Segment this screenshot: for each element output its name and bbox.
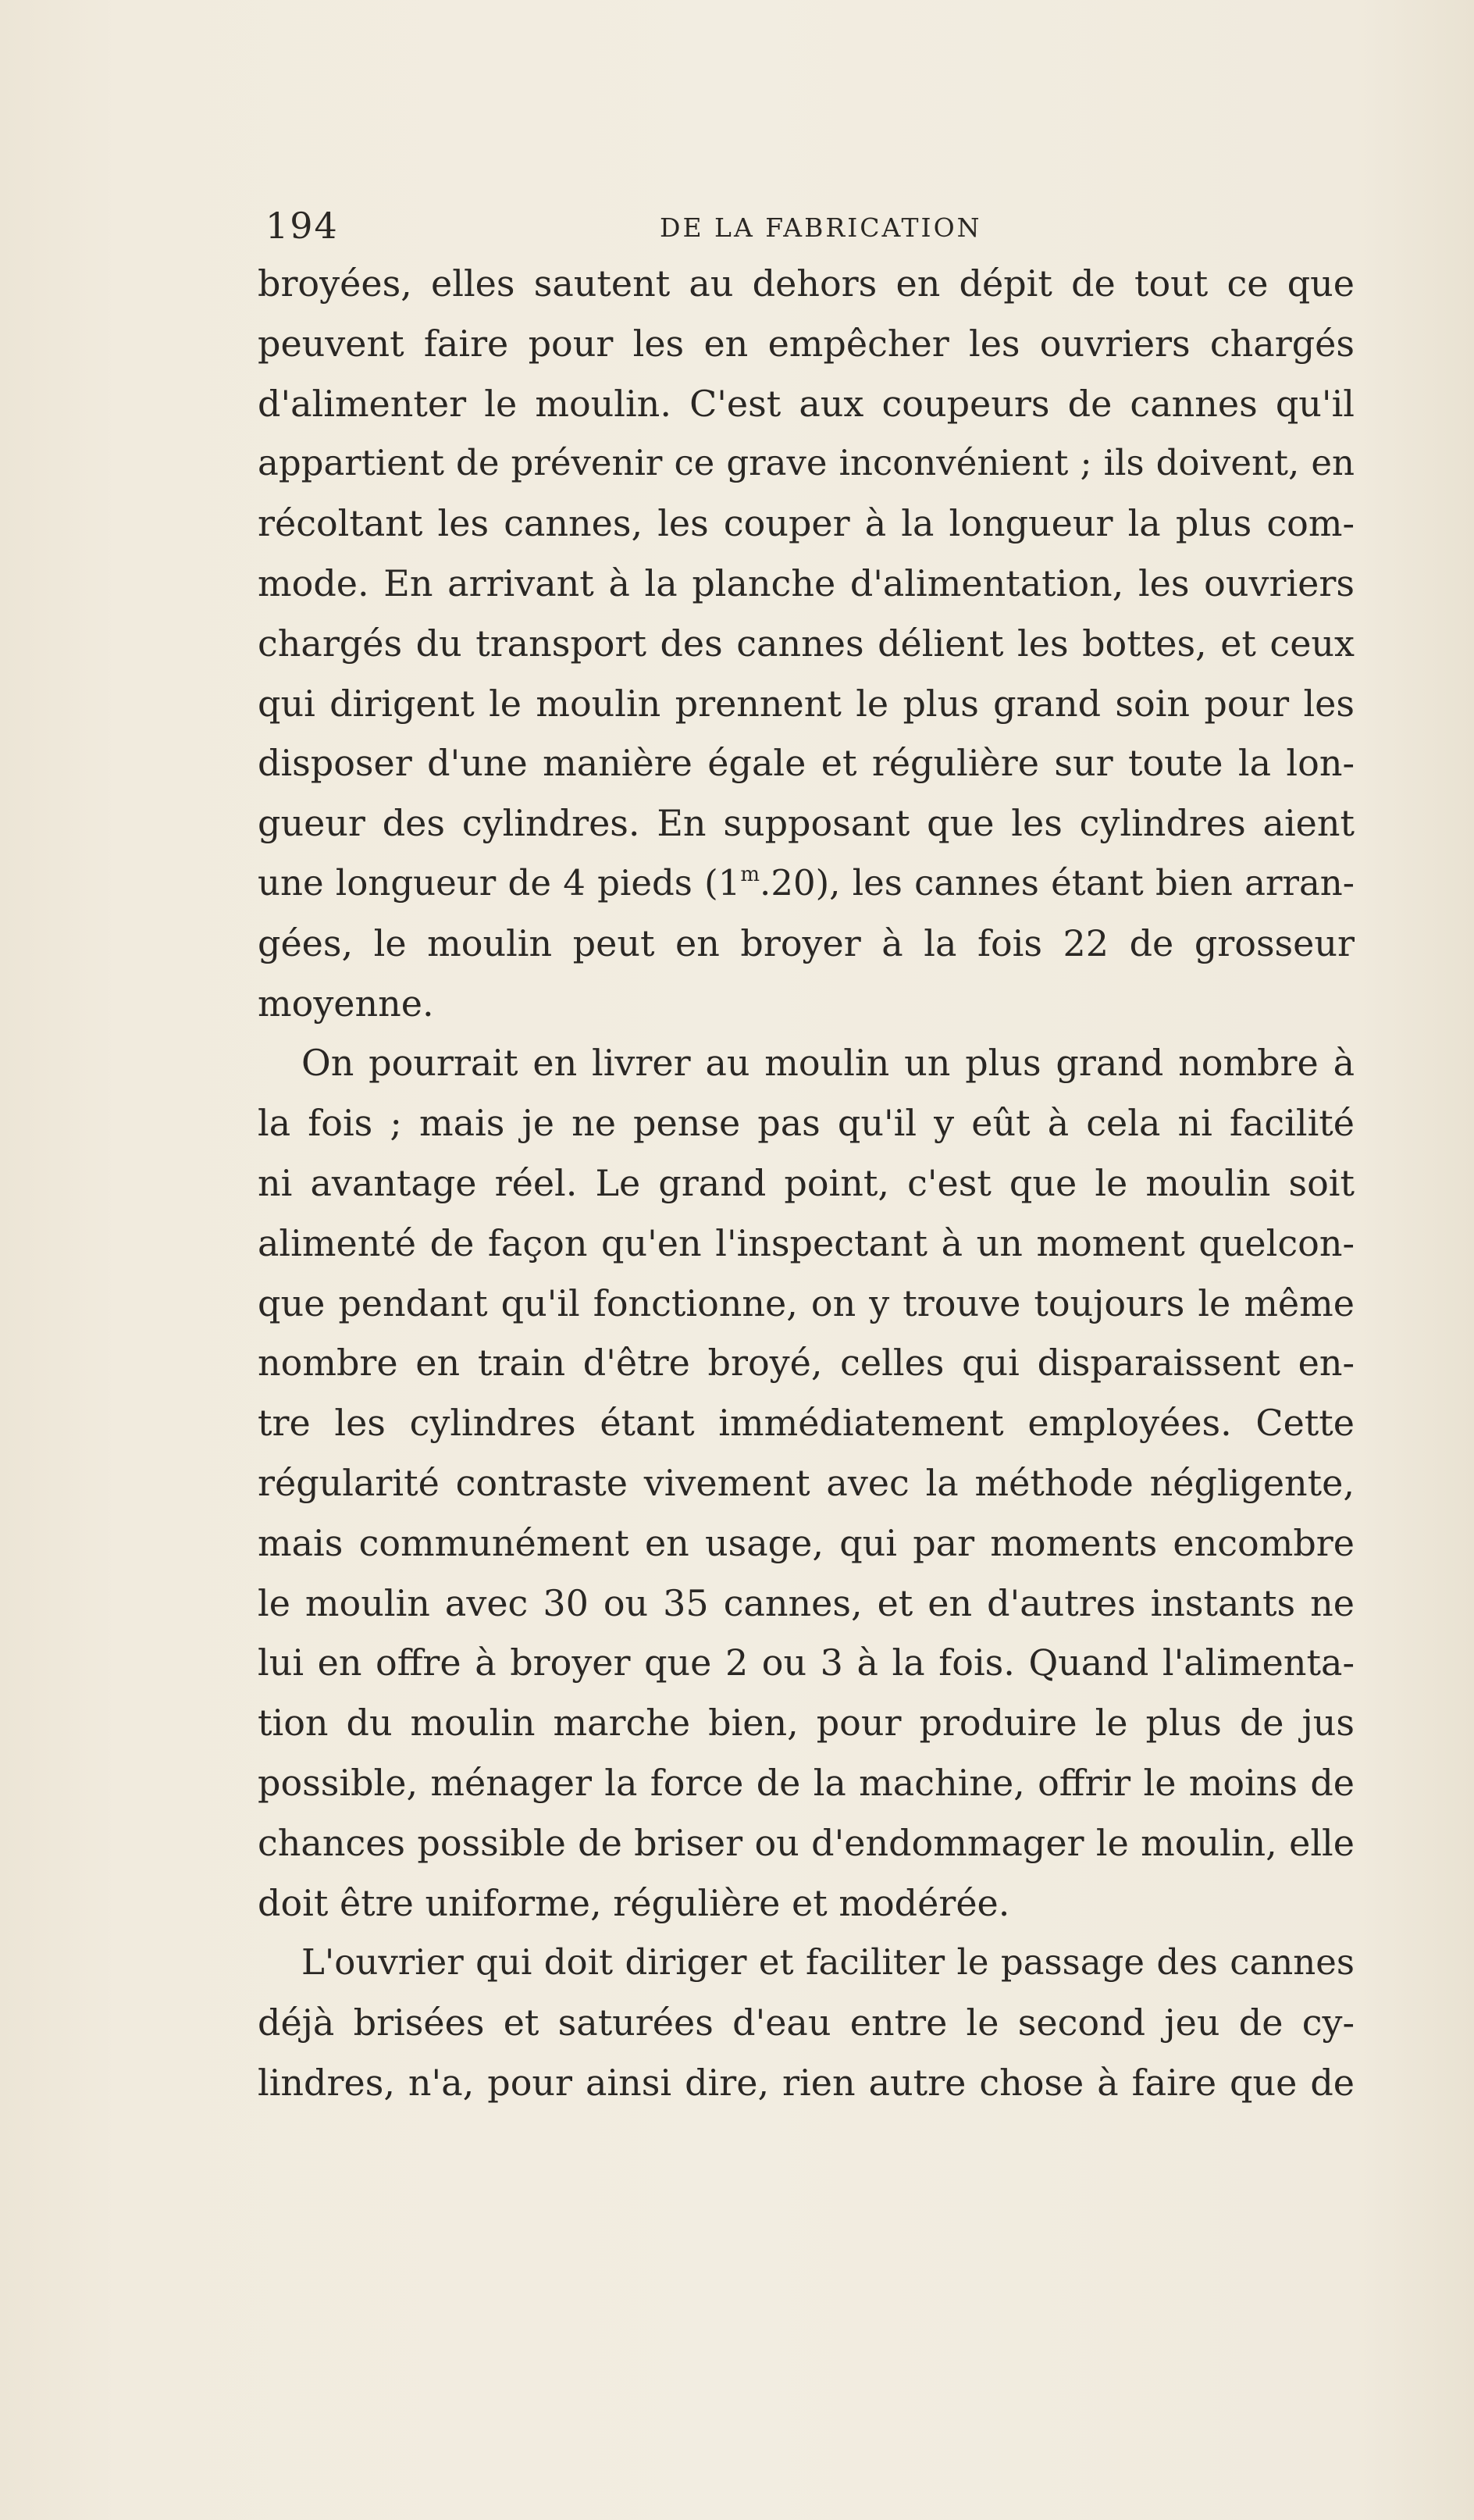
text-line: gueur des cylindres. En supposant que les cylindres aient xyxy=(258,802,1355,845)
text-line: gées, le moulin peut en broyer à la fois 22 de grosseur xyxy=(258,921,1355,964)
text-line: déjà brisées et saturées d'eau entre le second jeu de cy- xyxy=(258,2001,1355,2044)
running-title: DE LA FABRICATION xyxy=(660,212,982,243)
superscript-unit: m xyxy=(740,862,760,886)
text-line: que pendant qu'il fonctionne, on y trouve toujours le même xyxy=(258,1281,1355,1324)
text-line: régularité contraste vivement avec la méthode négligente, xyxy=(258,1461,1355,1504)
text-fragment: .20), les cannes étant bien arran- xyxy=(760,861,1355,904)
text-line: chargés du transport des cannes délient les bottes, et ceux xyxy=(258,622,1355,665)
text-line: appartient de prévenir ce grave inconvénient ; ils doivent, en xyxy=(258,442,1355,484)
text-line: mais communément en usage, qui par moments encombre xyxy=(258,1521,1355,1564)
text-line: doit être uniforme, régulière et modérée. xyxy=(258,1881,1010,1924)
text-line: d'alimenter le moulin. C'est aux coupeurs de cannes qu'il xyxy=(258,382,1355,425)
text-line: moyenne. xyxy=(258,982,434,1025)
text-line: disposer d'une manière égale et régulière sur toute la lon- xyxy=(258,742,1355,785)
text-line: tre les cylindres étant immédiatement employées. Cette xyxy=(258,1402,1355,1445)
text-line: alimenté de façon qu'en l'inspectant à un moment quelcon- xyxy=(258,1221,1355,1264)
text-line: le moulin avec 30 ou 35 cannes, et en d'autres instants ne xyxy=(258,1581,1355,1624)
text-line: mode. En arrivant à la planche d'alimentation, les ouvriers xyxy=(258,561,1355,604)
text-line: peuvent faire pour les en empêcher les ouvriers chargés xyxy=(258,322,1355,365)
text-line: récoltant les cannes, les couper à la longueur la plus com- xyxy=(258,502,1355,545)
page-number: 194 xyxy=(265,205,339,247)
text-fragment: une longueur de 4 pieds (1 xyxy=(258,861,741,904)
text-line: lui en offre à broyer que 2 ou 3 à la fois. Quand l'alimenta- xyxy=(258,1641,1355,1684)
body-text xyxy=(258,254,1355,2113)
text-line: possible, ménager la force de la machine, offrir le moins de xyxy=(258,1761,1355,1804)
running-head xyxy=(265,205,1374,251)
text-line: chances possible de briser ou d'endommager le moulin, elle xyxy=(258,1821,1355,1864)
text-line xyxy=(258,854,1355,914)
text-line: broyées, elles sautent au dehors en dépit de tout ce que xyxy=(258,262,1355,305)
text-line: tion du moulin marche bien, pour produire le plus de jus xyxy=(258,1702,1355,1745)
text-line: qui dirigent le moulin prennent le plus grand soin pour les xyxy=(258,682,1355,725)
text-line: lindres, n'a, pour ainsi dire, rien autre chose à faire que de xyxy=(258,2061,1355,2104)
text-line: On pourrait en livrer au moulin un plus grand nombre à xyxy=(301,1042,1355,1085)
text-line: nombre en train d'être broyé, celles qui disparaissent en- xyxy=(258,1342,1355,1385)
text-line: la fois ; mais je ne pense pas qu'il y eût à cela ni facilité xyxy=(258,1102,1355,1145)
text-line: L'ouvrier qui doit diriger et faciliter le passage des cannes xyxy=(301,1941,1355,1984)
text-line: ni avantage réel. Le grand point, c'est que le moulin soit xyxy=(258,1161,1355,1204)
